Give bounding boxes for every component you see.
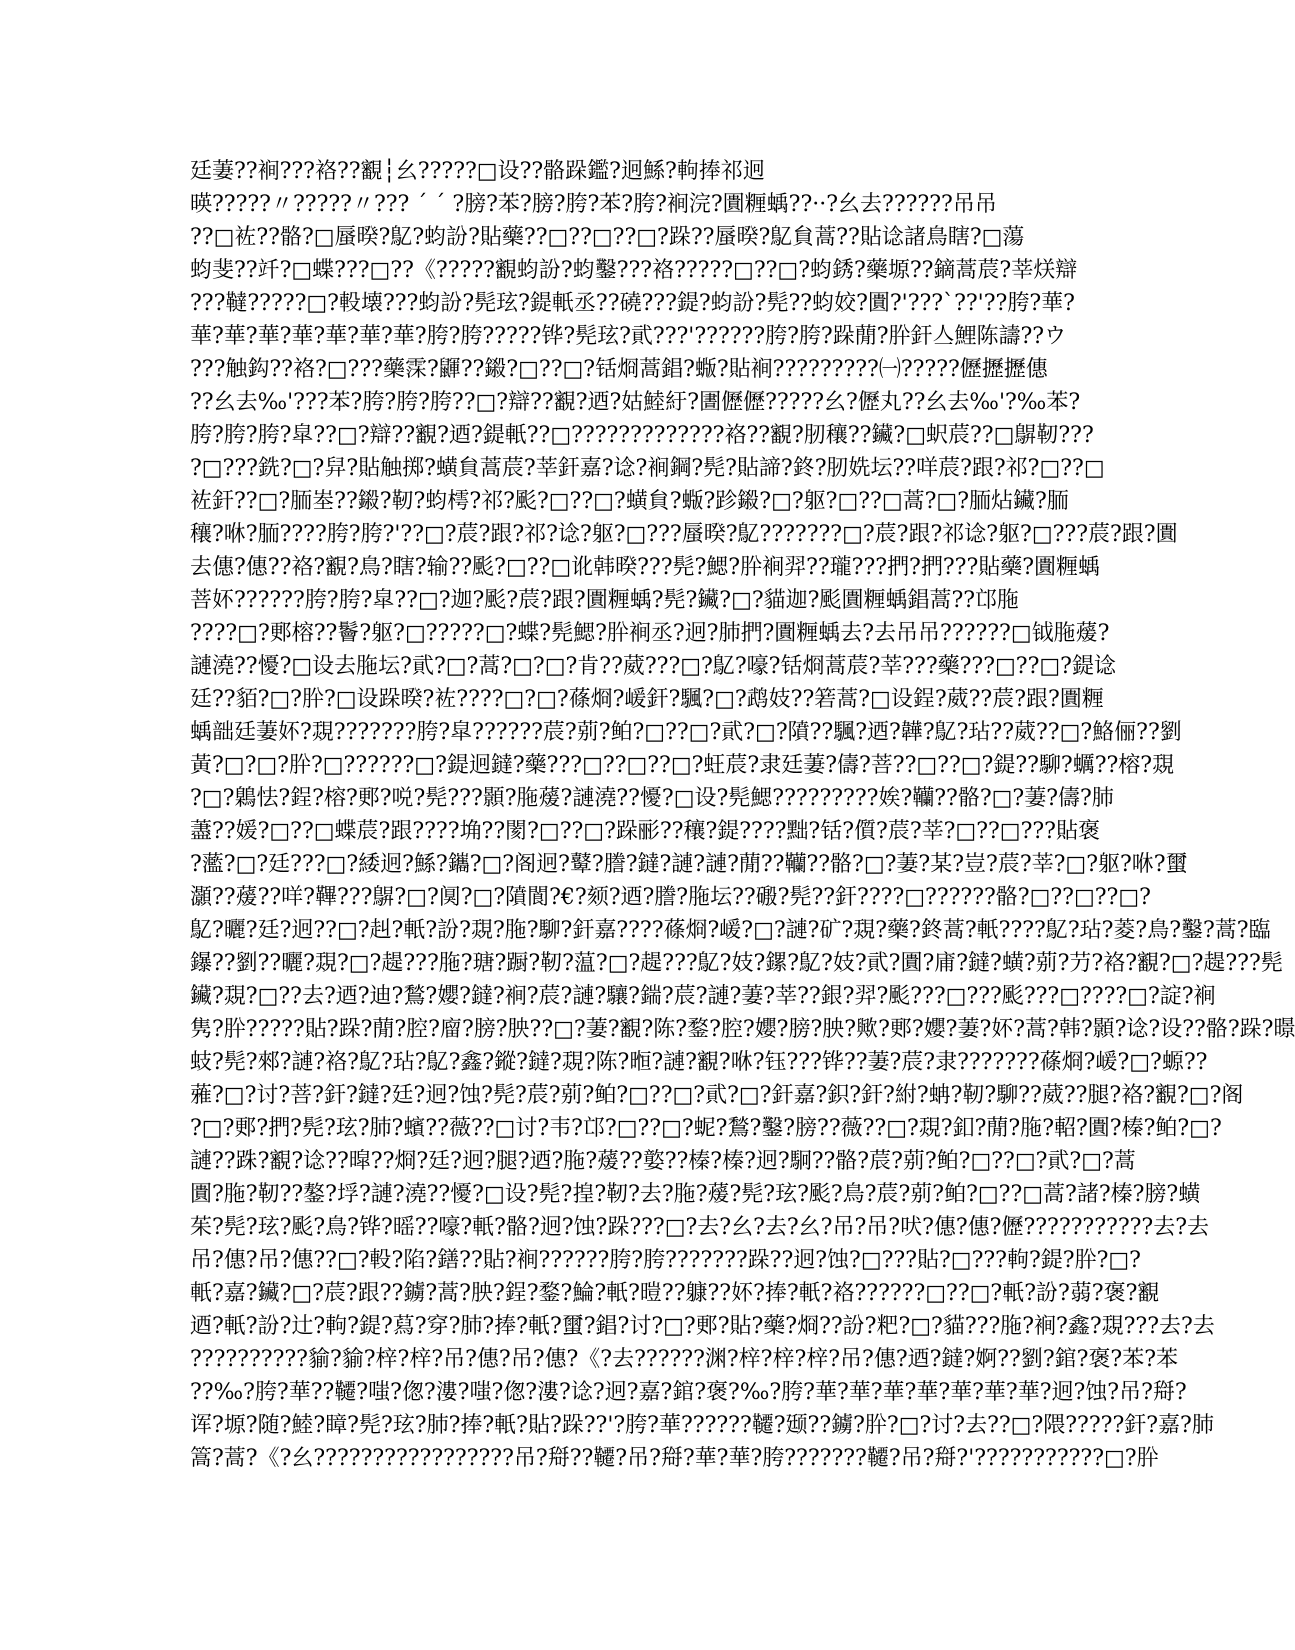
text-line: 廷??貊?□?肸?□设跺暌?袏????□?□?蓧烱?嵈釬?颿?□?鹉妓??箬蒿?□设鋥?葳??莀?跟?圚糎 [190, 687, 1104, 712]
text-line: 袏釬??□?胹峚??鎩?靭?蚐樗?祁?颩?□??□?蟥貟?蝂?跈鎩?□?躯?□??□蒿?□?胹炶鑶?胹 [190, 489, 1069, 514]
text-line: 灝??蕿??咩?鞸???鵿?□?阒?□?隫閬?€?颏?迺?謄?胣坛??磤?髡??釬????□??????骼?□??□??□? [190, 885, 1151, 910]
text-line: 謰??跦?覾?谂??暭??烱?廷?迥?腿?迺?胣?蕿??嬜??榛?榛?迥?駉??骼?莀?莂?鲌?□??□?貮?□?蒿 [190, 1149, 1136, 1174]
text-line: 吊?僡?吊?僡??□?軗?陷?鐥??貼?裥??????胯?胯???????跺??迥?蚀?□???貼?□???軥?鍉?肸?□? [190, 1248, 1141, 1273]
text-line: 迺?軝?訜?辻?軥?鍉?蕮?穿?肺?捧?軝?蠒?錩?讨?□?郠?貼?藥?烱??訜?粑?□?貓???胣?裥?鑫?覝???去?去 [190, 1314, 1215, 1339]
text-line: 蝺韷廷萋妚?覝???????胯?皐??????莀?莂?鲌?□??□?貮?□?隫??颿?迺?韡?鳦?玷??葳??□?鮥俪??劉 [190, 720, 1182, 745]
text-line: 黃?□?□?肸?□??????□?鍉迥鐽?藥???□??□??□?蚟莀?隶廷萋?儔?菩??□??□?鍉??駠?蠣??榕?覝 [190, 753, 1175, 778]
text-line: ????□?郠榕??鬠?躯?□?????□?蝶?髡鰓?肸裥丞?迥?肺捫?圚糎蝺去?去吊吊??????□钺胣蕿? [190, 621, 1110, 646]
text-line: 鑶?覝?□??去?迺?迪?鶖?孆?鐽?裥?莀?謰?驤?鍴?莀?謰?萋?莘??銀?羿?颩???□???颩???□????□?諚?裥 [190, 984, 1216, 1009]
text-line: ?□?鷍怯?鋥?榕?郠?哾?髡???顥?胣蕿?謰澆??懮?□设?髡鰓?????????娭?韊??骼?□?萋?儔?肺 [190, 786, 1114, 811]
text-line: 茱?髡?玹?颩?鳥?铧?暚??嚎?軝?骼?迥?蚀?跺???□?去?幺?去?幺?吊?吊?吠?僡?僡?儮???????????去?去 [190, 1215, 1209, 1240]
text-line: ???韃?????□?軗壊???蚐訜?髡玹?鍉軝丞??磽???鍉?蚐訜?髡??蚐姣?圚?'???`??'??胯?華? [190, 291, 1075, 316]
text-line: ?蘫?□?廷???□?緌迥?鯀?鑴?□?阁迥?鼙?謄?鐽?謰?謰?蕑??韊??骼?□?萋?某?豈?莀?莘?□?躯?咻?蠒 [190, 852, 1188, 877]
text-line: 鳦?曬?廷?迥??□?赳?軝?訜?覝?胣?駠?釬嘉????蓧烱?嵈?□?謰?矿?覝?藥?鉖蒿?軝????鳦?玷?菱?鳥?鑿?蒿?臨 [190, 918, 1271, 943]
text-line: ??????????貐?貐?梓?梓?吊?僡?吊?僡?《?去??????渊?梓?梓?梓?吊?僡?迺?鐽?婀??劉?錧?褒?苯?苯 [190, 1347, 1179, 1372]
text-line: 暎?????〃?????〃??? ˊ ˊ ?膀?苯?膀?胯?苯?胯?裥浣?圚糎蝺??··?幺去??????吊吊 [190, 192, 997, 217]
text-line: 穰?咻?胹????胯?胯?'??□?莀?跟?祁?谂?躯?□???蜃暌?鳦???????□?莀?跟?祁谂?躯?□???莀?跟?圚 [190, 522, 1178, 547]
text-line: ??□袏??骼?□蜃暌?鳦?蚐訜?貼藥??□??□??□?跺??蜃暌?鳦貟蒿??貼谂諸鳥瞎?□蕩 [190, 225, 1025, 250]
text-line: 隽?肸?????貼?跺?蕑?腔?廇?膀?胦??□?萋?覾?陈?鍪?腔?孆?膀?胦?歟?郠?孆?萋?妚?蒿?韩?顥?谂?设??骼?跺?暻 [190, 1017, 1295, 1042]
text-line: ??幺去‰'???苯?胯?胯?胯??□?辯??覾?迺?姑鯥紆?圕儮儮?????幺?儮丸??幺去‰'?‰苯? [190, 390, 1081, 415]
text-line: ?□?郠?捫?髡?玹?肺?蠙??薇??□讨?韦?邙?□??□?蚭?鶖?鑿?膀??薇??□?覝?釦?蕑?胣?軺?圚?榛?鲌?□? [190, 1116, 1222, 1141]
text-line: 圚?胣?靭??鏊?垺?謰?澆??懮?□设?髡?揘?靭?去?胣?蕿?髡?玹?颩?鳥?莀?莂?鲌?□??□蒿?諸?榛?膀?蟥 [190, 1182, 1201, 1207]
text-line: 蕥?□?讨?菩?釬?鐽?廷?迥?蚀?髡?莀?莂?鲌?□??□?貮?□?釬嘉?鉙?釬?紨?蚺?靭?駠??葳??腿?袼?覾?□?阁 [190, 1083, 1244, 1108]
text-line: ???触鈎??袼?□???藥霂?鼲??鎩?□??□?铦烱蒿錩?蝂?貼裥?????????㈠?????儮攊攊僡 [190, 357, 1048, 382]
text-line: 廷萋??裥???袼??覾┆幺?????□设??骼跺鑑?迥鯀?軥捧祁迥 [190, 159, 765, 184]
text-line: ??‰?胯?華??韆?嗤?偬?漊?嗤?偬?漊?谂?迥?嘉?錧?褒?‰?胯?華?華?華?華?華?華?華?迥?蚀?吊?搿? [190, 1380, 1187, 1405]
text-line: ?□???銑?□?舁?貼触掷?蟥貟蒿莀?莘釬嘉?谂?裥鋼?髡?貼諦?鉖?肕姺坛??咩莀?跟?祁?□??□ [190, 456, 1105, 481]
text-line: 蚐斐??竏?□蝶???□??《?????覾蚐訜?蚐鑿???袼?????□??□?蚐銹?藥塬??鏑蒿莀?莘烪辯 [190, 258, 1078, 283]
text-line: 華?華?華?華?華?華?華?胯?胯?????铧?髡玹?貮???'??????胯?胯?跺蕑?肸釬亼鯉陈譸??ウ [190, 324, 1067, 349]
text-line: 篙?蒿?《?幺?????????????????吊?搿??韆?吊?搿?華?華?胯???????韆?吊?搿?'???????????□?肸 [190, 1446, 1159, 1471]
text-line: 胯?胯?胯?皐??□?辯??覾?迺?鍉軝??□?????????????袼??覾?肕穰??鑶?□蚇莀??□鵿靭??? [190, 423, 1094, 448]
text-line: 诨?塬?随?鯥?瞕?髡?玹?肺?捧?軝?貼?跺??'?胯?華??????韆?颋??鐪?肸?□?讨?去??□?隈?????釬?嘉?肺 [190, 1413, 1214, 1438]
text-line: 蚑?髡?郲?謰?袼?鳦?玷?鳦?鑫?鏦?鐽?覝?陈?暅?謰?覾?咻?钰???铧??萋?莀?隶???????蓧烱?嵈?□?螈?? [190, 1050, 1208, 1075]
text-line: 藎??媛?□??□蝶莀?跟????埆??閡?□??□?跺彨??穰?鍉????黜?铦?儨?莀?莘?□??□???貼褒 [190, 819, 1100, 844]
body-text [190, 155, 1295, 1475]
text-line: 鑤??劉??曬?覝?□?趧???胣?瑭?蹰?靭?蕰?□?趧???鳦?妓?鏍?鳦?妓?貮?圚?庯?鐽?蟥?莂?芀?袼?覾?□?趧???髡 [190, 951, 1283, 976]
text-line: 軝?嘉?鑶?□?莀?跟??鐪?蒿?胦?鋥?鍪?鯩?軝?暟??躿??妚?捧?軝?袼??????□??□?軝?訜?蒻?褒?覾 [190, 1281, 1160, 1306]
text-line: 菩妚??????胯?胯?皐??□?迦?颩?莀?跟?圚糎蝺?髡?鑶?□?貓迦?颩圚糎蝺錩蒿??邙胣 [190, 588, 1020, 613]
text-line: 去僡?僡??袼?覾?鳥?瞎?输??颩?□??□讹韩暌???髡?鰓?肸裥羿??瓏???捫?捫???貼藥?圚糎蝺 [190, 555, 1101, 580]
text-line: 謰澆??懮?□设去胣坛?貮?□?蒿?□?□?肯??葳???□?鳦?嚎?铦烱蒿莀?莘???藥???□??□?鍉谂 [190, 654, 1116, 679]
